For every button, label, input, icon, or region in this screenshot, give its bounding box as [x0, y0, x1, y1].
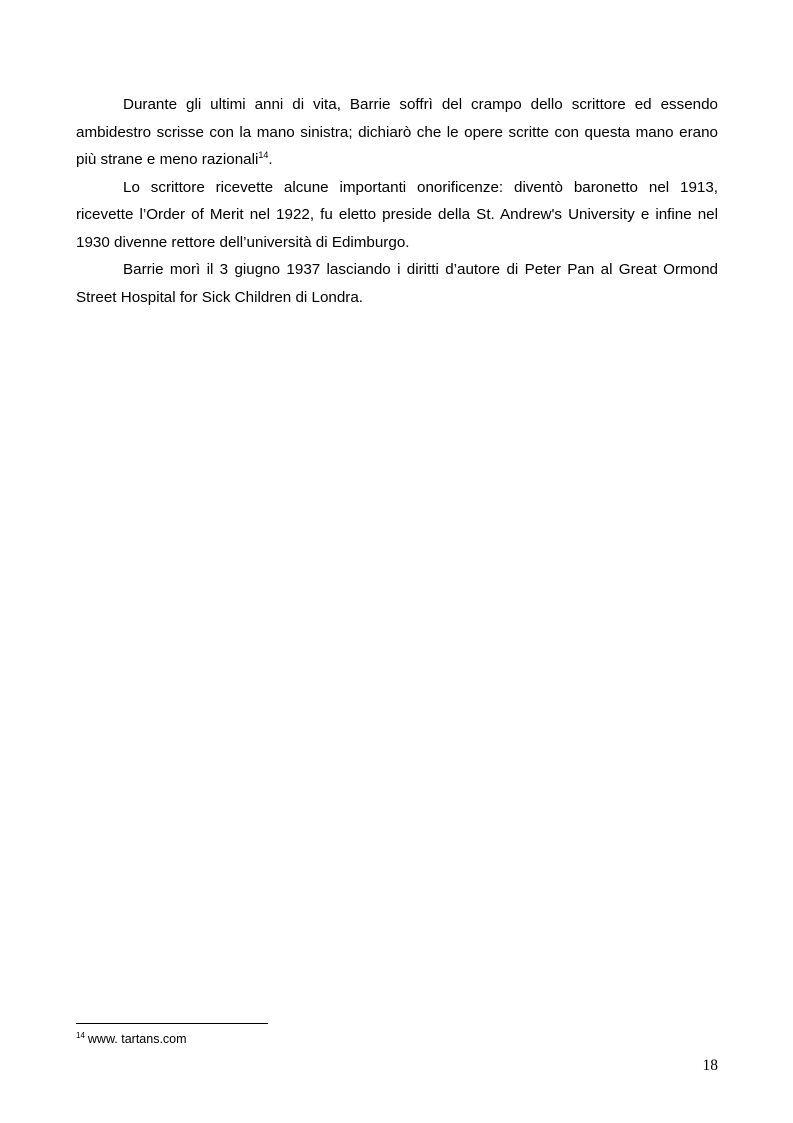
- paragraph-death: [76, 256, 718, 311]
- footnote: [76, 1031, 187, 1047]
- footnote-text: www. tartans.com: [87, 1032, 187, 1046]
- paragraph-trailing-punctuation: .: [268, 151, 273, 168]
- paragraph-text: Barrie morì il 3 giugno 1937 lasciando i diritti d’autore di Peter Pan al Great Ormond Street Hospital for Sick Children di Londra.: [76, 261, 718, 306]
- footnote-number: 14: [76, 1031, 85, 1040]
- footnote-reference[interactable]: 14: [258, 150, 269, 160]
- paragraph-honours: [76, 174, 718, 257]
- paragraph-illness: [76, 91, 718, 174]
- body-text: [76, 91, 718, 311]
- paragraph-text: Durante gli ultimi anni di vita, Barrie soffrì del crampo dello scrittore ed essendo ambidestro scrisse con la mano sinistra; dichiarò che le opere scritte con questa mano erano più strane e meno razionali: [76, 96, 718, 168]
- footnote-separator: [76, 1023, 268, 1024]
- paragraph-text: Lo scrittore ricevette alcune importanti onorificenze: diventò baronetto nel 1913, ricevette l’Order of Merit nel 1922, fu eletto preside della St. Andrew's University e infine nel 1930 divenne rettore dell’università di Edimburgo.: [76, 178, 718, 251]
- page-number: 18: [702, 1057, 718, 1074]
